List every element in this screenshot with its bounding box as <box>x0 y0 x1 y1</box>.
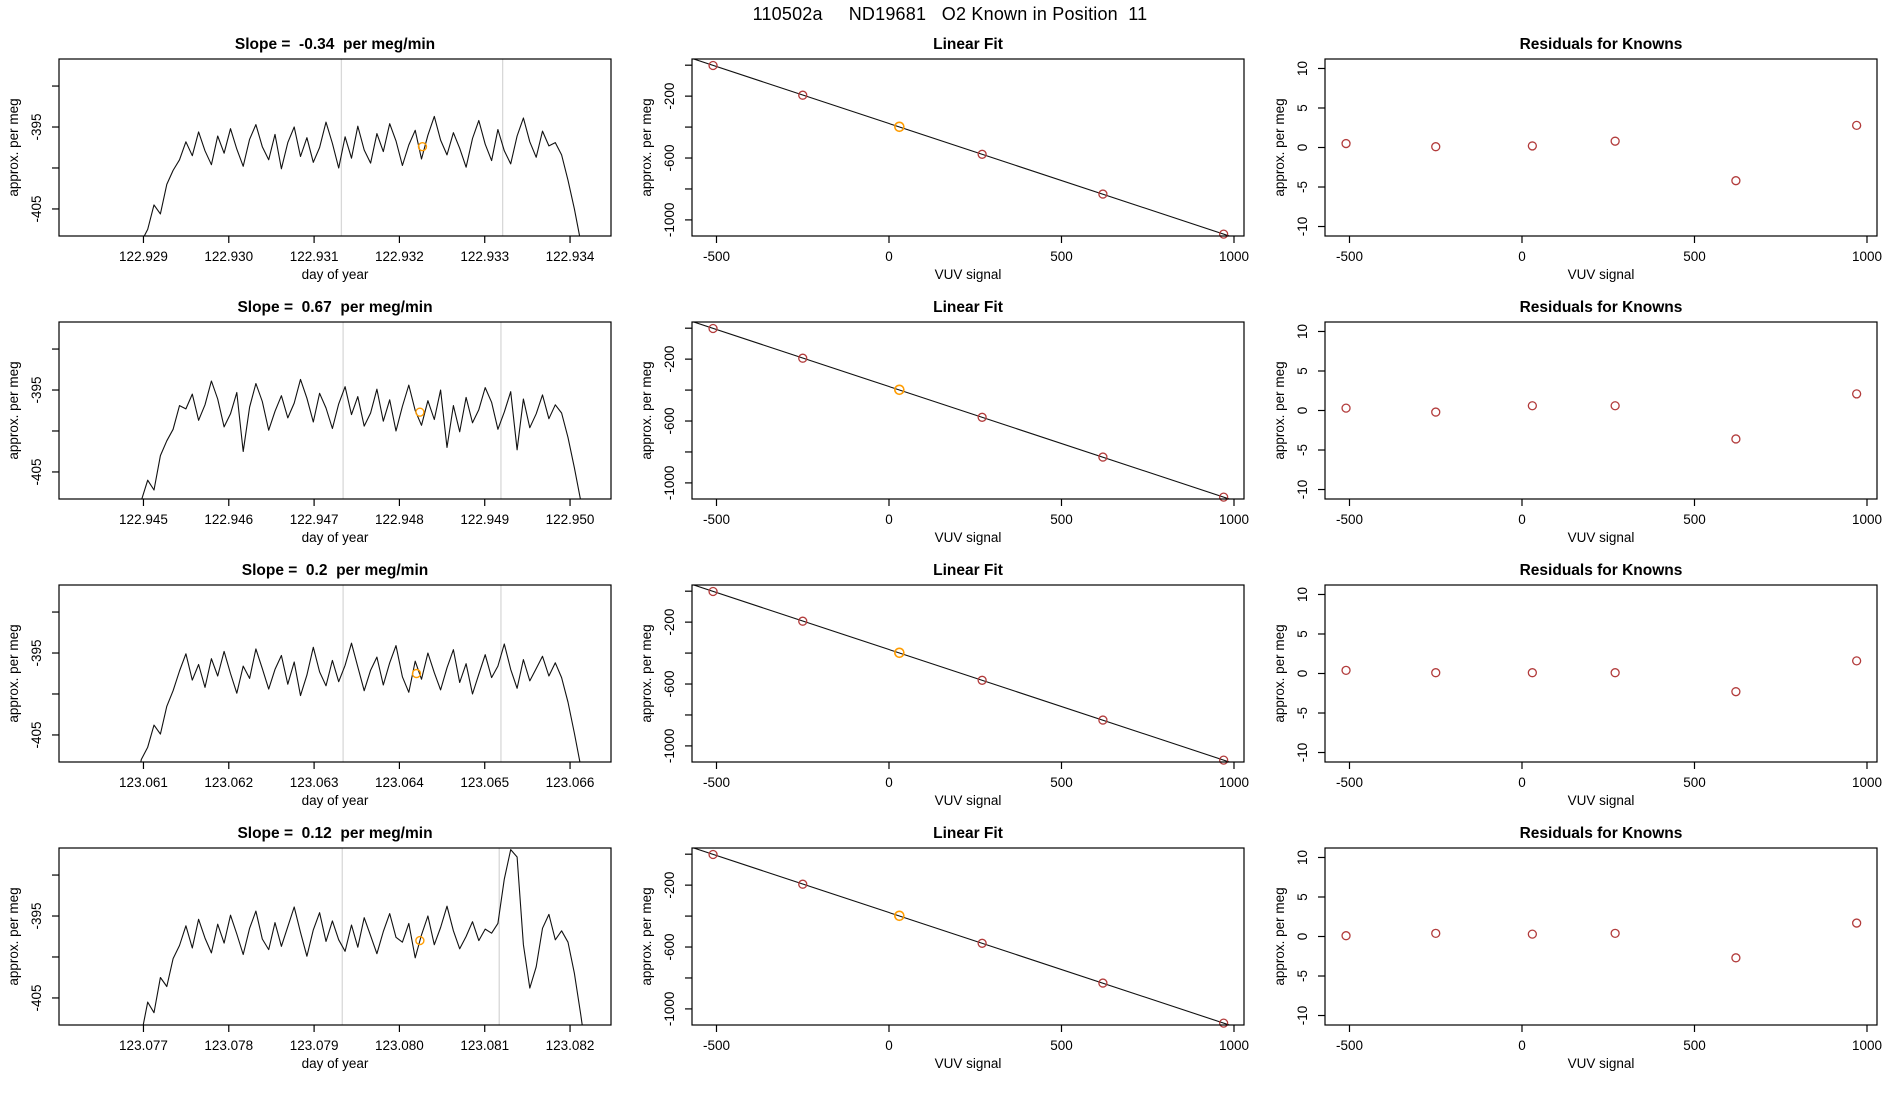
svg-text:-10: -10 <box>1295 216 1310 237</box>
timeseries-chart-row4 <box>0 819 634 1082</box>
svg-text:123.066: 123.066 <box>545 775 595 790</box>
svg-text:VUV signal: VUV signal <box>1567 267 1635 282</box>
svg-text:approx. per meg: approx. per meg <box>1272 887 1287 986</box>
svg-text:123.065: 123.065 <box>460 775 510 790</box>
svg-text:10: 10 <box>1295 586 1310 602</box>
svg-text:-500: -500 <box>1335 249 1364 264</box>
svg-text:-200: -200 <box>662 608 677 636</box>
svg-text:-600: -600 <box>662 933 677 961</box>
svg-text:-10: -10 <box>1295 1005 1310 1026</box>
svg-text:0: 0 <box>1518 775 1526 790</box>
svg-text:VUV signal: VUV signal <box>1567 1056 1635 1071</box>
linear-fit-chart-row2 <box>633 293 1267 556</box>
residuals-chart-row4 <box>1266 819 1900 1082</box>
svg-text:-200: -200 <box>662 871 677 899</box>
svg-text:-600: -600 <box>662 144 677 172</box>
svg-text:0: 0 <box>1295 143 1310 152</box>
svg-text:VUV signal: VUV signal <box>1567 530 1635 545</box>
svg-text:Linear Fit: Linear Fit <box>933 562 1003 579</box>
svg-text:0: 0 <box>885 775 893 790</box>
svg-text:-1000: -1000 <box>662 728 677 764</box>
svg-text:10: 10 <box>1295 60 1310 76</box>
svg-text:123.063: 123.063 <box>289 775 339 790</box>
svg-text:Residuals for Knowns: Residuals for Knowns <box>1519 36 1683 53</box>
svg-text:500: 500 <box>1683 249 1706 264</box>
svg-text:500: 500 <box>1050 1038 1073 1053</box>
svg-text:Linear Fit: Linear Fit <box>933 36 1003 53</box>
svg-text:-1000: -1000 <box>662 202 677 238</box>
svg-text:approx. per meg: approx. per meg <box>6 361 21 460</box>
svg-text:1000: 1000 <box>1851 249 1883 264</box>
svg-text:123.079: 123.079 <box>289 1038 339 1053</box>
svg-text:Slope = -0.34 per meg/min: Slope = -0.34 per meg/min <box>234 36 436 53</box>
svg-text:0: 0 <box>1518 512 1526 527</box>
svg-text:approx. per meg: approx. per meg <box>639 624 654 723</box>
svg-text:Slope = 0.2 per meg/min: Slope = 0.2 per meg/min <box>241 562 429 579</box>
svg-text:500: 500 <box>1683 1038 1706 1053</box>
svg-text:Linear Fit: Linear Fit <box>933 299 1003 316</box>
svg-text:-500: -500 <box>702 512 731 527</box>
svg-text:approx. per meg: approx. per meg <box>1272 624 1287 723</box>
svg-text:122.933: 122.933 <box>460 249 510 264</box>
svg-text:VUV signal: VUV signal <box>934 530 1002 545</box>
svg-text:day of year: day of year <box>301 267 369 282</box>
svg-text:1000: 1000 <box>1218 1038 1250 1053</box>
svg-text:123.064: 123.064 <box>375 775 424 790</box>
svg-text:122.949: 122.949 <box>460 512 510 527</box>
svg-text:122.946: 122.946 <box>204 512 254 527</box>
svg-text:0: 0 <box>1295 406 1310 415</box>
svg-text:1000: 1000 <box>1218 249 1250 264</box>
svg-text:-405: -405 <box>29 458 44 486</box>
svg-text:500: 500 <box>1050 775 1073 790</box>
residuals-chart-row2 <box>1266 293 1900 556</box>
timeseries-chart-row2 <box>0 293 634 556</box>
svg-text:-200: -200 <box>662 82 677 110</box>
svg-text:-5: -5 <box>1295 970 1310 983</box>
svg-text:-10: -10 <box>1295 479 1310 500</box>
residuals-chart-row3 <box>1266 556 1900 819</box>
svg-text:Residuals for Knowns: Residuals for Knowns <box>1519 825 1683 842</box>
svg-text:122.948: 122.948 <box>375 512 424 527</box>
svg-text:123.061: 123.061 <box>119 775 168 790</box>
residuals-chart-row1 <box>1266 30 1900 293</box>
svg-text:day of year: day of year <box>301 530 369 545</box>
svg-text:5: 5 <box>1295 367 1310 375</box>
svg-text:-405: -405 <box>29 195 44 223</box>
svg-text:VUV signal: VUV signal <box>1567 793 1635 808</box>
svg-text:122.929: 122.929 <box>119 249 168 264</box>
svg-text:5: 5 <box>1295 893 1310 901</box>
svg-text:122.950: 122.950 <box>545 512 595 527</box>
page-title: 110502a ND19681 O2 Known in Position 11 <box>752 4 1148 24</box>
svg-text:approx. per meg: approx. per meg <box>1272 98 1287 197</box>
svg-text:day of year: day of year <box>301 793 369 808</box>
svg-text:0: 0 <box>1518 249 1526 264</box>
svg-text:0: 0 <box>885 512 893 527</box>
svg-text:-600: -600 <box>662 407 677 435</box>
svg-text:-500: -500 <box>1335 1038 1364 1053</box>
svg-text:-405: -405 <box>29 984 44 1012</box>
svg-text:-500: -500 <box>702 249 731 264</box>
svg-text:123.077: 123.077 <box>119 1038 168 1053</box>
linear-fit-chart-row1 <box>633 30 1267 293</box>
svg-text:Linear Fit: Linear Fit <box>933 825 1003 842</box>
svg-text:approx. per meg: approx. per meg <box>6 887 21 986</box>
svg-text:0: 0 <box>1518 1038 1526 1053</box>
svg-text:1000: 1000 <box>1218 775 1250 790</box>
svg-text:Residuals for Knowns: Residuals for Knowns <box>1519 562 1683 579</box>
svg-text:-395: -395 <box>29 376 44 404</box>
svg-text:approx. per meg: approx. per meg <box>1272 361 1287 460</box>
svg-text:-1000: -1000 <box>662 991 677 1027</box>
svg-text:0: 0 <box>1295 669 1310 678</box>
svg-text:-10: -10 <box>1295 742 1310 763</box>
svg-text:-405: -405 <box>29 721 44 749</box>
svg-text:0: 0 <box>885 1038 893 1053</box>
svg-text:Slope = 0.12 per meg/min: Slope = 0.12 per meg/min <box>237 825 433 842</box>
svg-text:500: 500 <box>1050 512 1073 527</box>
svg-text:-500: -500 <box>1335 512 1364 527</box>
svg-text:122.934: 122.934 <box>545 249 595 264</box>
timeseries-chart-row1 <box>0 30 634 293</box>
svg-text:-395: -395 <box>29 902 44 930</box>
svg-text:123.062: 123.062 <box>204 775 254 790</box>
svg-text:10: 10 <box>1295 323 1310 339</box>
svg-text:0: 0 <box>885 249 893 264</box>
svg-text:122.930: 122.930 <box>204 249 254 264</box>
svg-text:-500: -500 <box>1335 775 1364 790</box>
svg-text:approx. per meg: approx. per meg <box>639 98 654 197</box>
svg-text:-5: -5 <box>1295 181 1310 194</box>
svg-text:10: 10 <box>1295 849 1310 865</box>
svg-text:123.082: 123.082 <box>545 1038 595 1053</box>
svg-text:5: 5 <box>1295 630 1310 638</box>
svg-text:500: 500 <box>1050 249 1073 264</box>
svg-text:122.931: 122.931 <box>289 249 339 264</box>
svg-text:-500: -500 <box>702 775 731 790</box>
linear-fit-chart-row4 <box>633 819 1267 1082</box>
svg-text:Slope = 0.67 per meg/min: Slope = 0.67 per meg/min <box>237 299 433 316</box>
svg-text:1000: 1000 <box>1851 1038 1883 1053</box>
svg-text:-500: -500 <box>702 1038 731 1053</box>
svg-text:approx. per meg: approx. per meg <box>639 887 654 986</box>
svg-text:VUV signal: VUV signal <box>934 267 1002 282</box>
svg-text:VUV signal: VUV signal <box>934 1056 1002 1071</box>
svg-text:-1000: -1000 <box>662 465 677 501</box>
svg-text:-600: -600 <box>662 670 677 698</box>
svg-text:-5: -5 <box>1295 707 1310 720</box>
svg-text:approx. per meg: approx. per meg <box>639 361 654 460</box>
svg-text:122.947: 122.947 <box>289 512 339 527</box>
svg-text:-200: -200 <box>662 345 677 373</box>
svg-text:5: 5 <box>1295 104 1310 112</box>
svg-text:1000: 1000 <box>1851 775 1883 790</box>
svg-text:approx. per meg: approx. per meg <box>6 624 21 723</box>
svg-text:1000: 1000 <box>1218 512 1250 527</box>
timeseries-chart-row3 <box>0 556 634 819</box>
svg-text:approx. per meg: approx. per meg <box>6 98 21 197</box>
svg-text:-395: -395 <box>29 113 44 141</box>
svg-text:0: 0 <box>1295 932 1310 941</box>
svg-text:500: 500 <box>1683 775 1706 790</box>
svg-text:122.945: 122.945 <box>119 512 168 527</box>
svg-text:500: 500 <box>1683 512 1706 527</box>
svg-text:122.932: 122.932 <box>375 249 424 264</box>
svg-text:-395: -395 <box>29 639 44 667</box>
svg-text:123.080: 123.080 <box>375 1038 424 1053</box>
svg-text:123.078: 123.078 <box>204 1038 254 1053</box>
svg-text:VUV signal: VUV signal <box>934 793 1002 808</box>
svg-text:1000: 1000 <box>1851 512 1883 527</box>
svg-text:Residuals for Knowns: Residuals for Knowns <box>1519 299 1683 316</box>
svg-text:-5: -5 <box>1295 444 1310 457</box>
svg-text:123.081: 123.081 <box>460 1038 510 1053</box>
linear-fit-chart-row3 <box>633 556 1267 819</box>
svg-text:day of year: day of year <box>301 1056 369 1071</box>
